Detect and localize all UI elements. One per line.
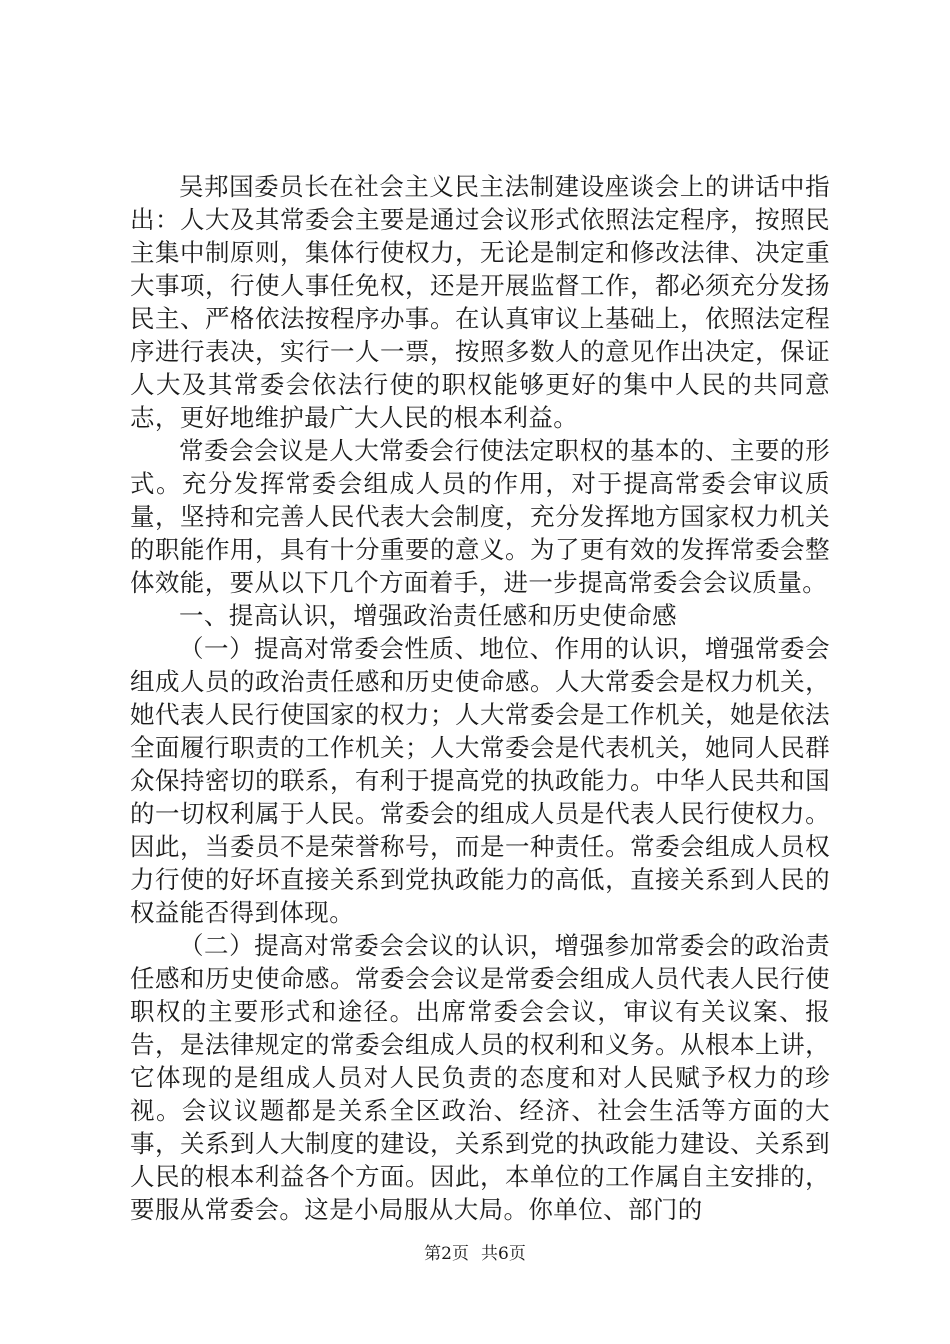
- paragraph-committee-meeting: 常委会会议是人大常委会行使法定职权的基本的、主要的形式。充分发挥常委会组成人员的作用，对于提高常委会审议质量，坚持和完善人民代表大会制度，充分发挥地方国家权力机关的职能作用，具有十分重要的意义。为了更有效的发挥常委会整体效能，要从以下几个方面着手，进一步提高常委会会议质量。: [130, 436, 830, 597]
- document-body: [130, 170, 830, 1226]
- paragraph-speech-quote: 吴邦国委员长在社会主义民主法制建设座谈会上的讲话中指出：人大及其常委会主要是通过会议形式依照法定程序，按照民主集中制原则，集体行使权力，无论是制定和修改法律、决定重大事项，行使人事任免权，还是开展监督工作，都必须充分发扬民主、严格依法按程序办事。在认真审议上基础上，依照法定程序进行表决，实行一人一票，按照多数人的意见作出决定，保证人大及其常委会依法行使的职权能够更好的集中人民的共同意志，更好地维护最广大人民的根本利益。: [130, 172, 830, 432]
- page-number: 第2页: [424, 1244, 469, 1264]
- page-footer: [0, 1243, 950, 1265]
- paragraph-subsection-2: （二）提高对常委会会议的认识，增强参加常委会的政治责任感和历史使命感。常委会会议是常委会组成人员代表人民行使职权的主要形式和途径。出席常委会会议，审议有关议案、报告，是法律规定的常委会组成人员的权利和义务。从根本上讲，它体现的是组成人员对人民负责的态度和对人民赋予权力的珍视。会议议题都是关系全区政治、经济、社会生活等方面的大事，关系到人大制度的建设，关系到党的执政能力建设、关系到人民的根本利益各个方面。因此，本单位的工作属自主安排的，要服从常委会。这是小局服从大局。你单位、部门的: [130, 931, 830, 1224]
- section-heading-1: 一、提高认识，增强政治责任感和历史使命感: [179, 601, 677, 630]
- page-total: 共6页: [481, 1244, 526, 1264]
- paragraph-subsection-1: （一）提高对常委会性质、地位、作用的认识，增强常委会组成人员的政治责任感和历史使命感。人大常委会是权力机关，她代表人民行使国家的权力；人大常委会是工作机关，她是依法全面履行职责的工作机关；人大常委会是代表机关，她同人民群众保持密切的联系，有利于提高党的执政能力。中华人民共和国的一切权利属于人民。常委会的组成人员是代表人民行使权力。因此，当委员不是荣誉称号，而是一种责任。常委会组成人员权力行使的好坏直接关系到党执政能力的高低，直接关系到人民的权益能否得到体现。: [130, 634, 830, 927]
